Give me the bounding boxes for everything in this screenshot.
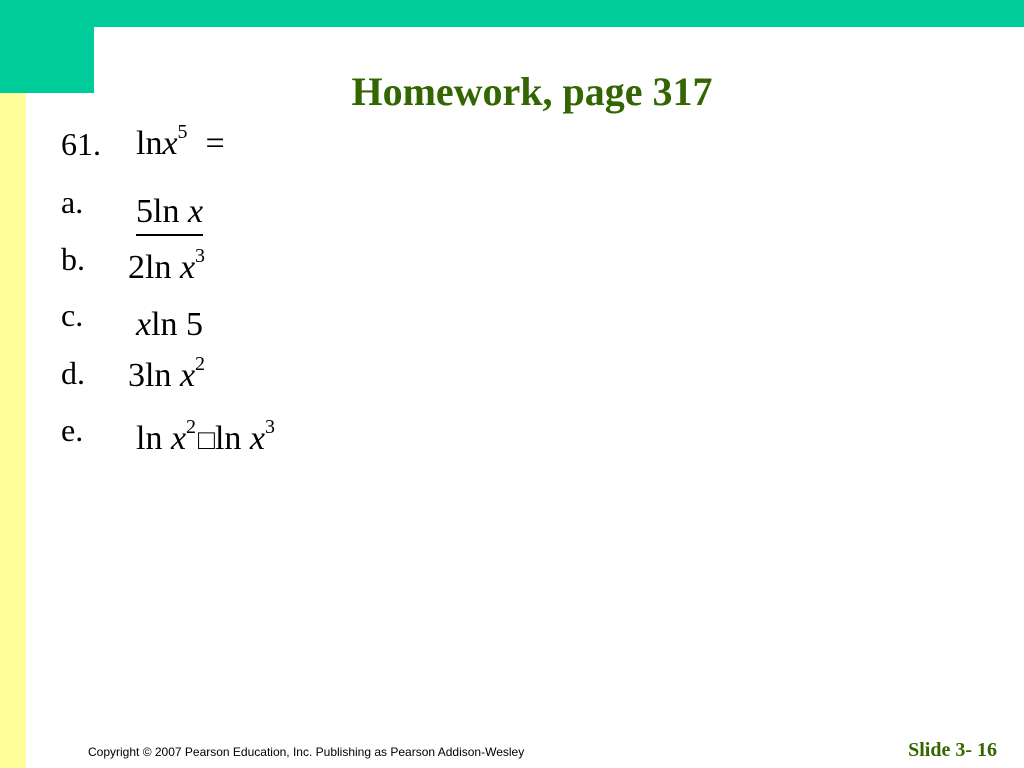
option-e-expression [136, 416, 276, 461]
option-e-ln-second: ln [214, 420, 242, 457]
option-e-operator-glyph: □ [198, 425, 215, 456]
option-d-label: d. [61, 355, 85, 391]
option-a-label: a. [61, 184, 84, 220]
option-a-variable: x [187, 193, 204, 230]
option-c-variable: x [136, 306, 152, 343]
option-a-ln: ln [153, 193, 180, 230]
side-accent-strip [0, 93, 26, 768]
option-d-ln: ln [145, 357, 172, 394]
option-b-exponent: 3 [195, 245, 206, 267]
option-b-expression [128, 245, 206, 288]
copyright-notice: Copyright © 2007 Pearson Education, Inc. Publishing as Pearson Addison-Wesley [88, 745, 525, 759]
option-c-expression [136, 305, 203, 345]
option-d-coef: 3 [128, 357, 145, 394]
question-expression [136, 121, 225, 164]
option-b-ln: ln [145, 249, 172, 286]
option-b-coef: 2 [128, 249, 145, 286]
option-e-exponent-first: 2 [186, 416, 197, 438]
question-variable: x [162, 125, 178, 162]
option-e-variable-second: x [249, 420, 266, 457]
question-ln: ln [136, 125, 163, 162]
option-c-label: c. [61, 297, 84, 333]
option-e-ln-first: ln [136, 420, 163, 457]
option-d-exponent: 2 [195, 353, 206, 375]
slide-number: Slide 3- 16 [908, 739, 997, 761]
option-b-label: b. [61, 241, 85, 277]
option-a-expression [136, 192, 203, 236]
option-a-coef: 5 [136, 193, 153, 230]
top-accent-bar [0, 0, 1024, 27]
option-d-variable: x [179, 357, 196, 394]
question-exponent: 5 [177, 121, 188, 143]
slide-title: Homework, page 317 [351, 69, 713, 114]
option-e-variable-first: x [170, 420, 187, 457]
option-e-exponent-second: 3 [265, 416, 276, 438]
option-b-variable: x [179, 249, 196, 286]
option-c-ln: ln [151, 306, 178, 343]
question-number: 61. [61, 126, 101, 162]
option-d-expression [128, 353, 206, 396]
option-c-argument: 5 [186, 306, 204, 343]
option-e-label: e. [61, 412, 84, 448]
question-equals: = [205, 125, 225, 162]
